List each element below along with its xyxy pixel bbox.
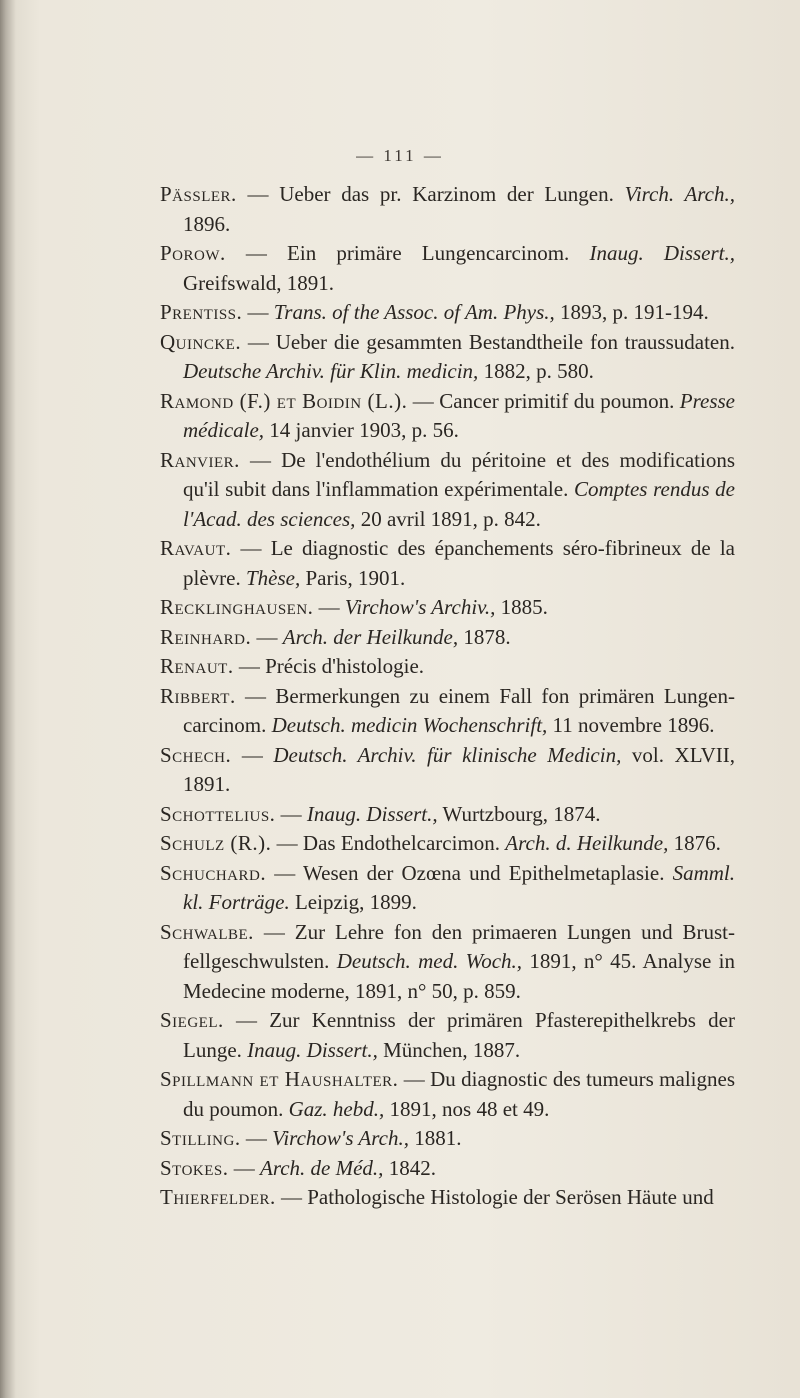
entry-details: Greifswald, 1891. bbox=[183, 270, 335, 295]
entry-author: Recklinghausen. bbox=[160, 595, 314, 619]
entry-source: Virch. Arch., bbox=[624, 182, 736, 206]
entry-text: — bbox=[313, 595, 345, 619]
bibliography-entry bbox=[160, 446, 735, 535]
bibliography-entry bbox=[160, 652, 735, 682]
bibliography-entry bbox=[160, 859, 735, 918]
entry-text: — Ein primäre Lungencarcinom. bbox=[225, 241, 590, 265]
entry-details: 1882, p. 580. bbox=[478, 359, 594, 383]
entry-author: Schech. bbox=[160, 742, 232, 767]
entry-text: — Le diagnostic des épanchements séro-fibrineux de la plèvre. bbox=[183, 536, 735, 590]
entry-author: Renaut. bbox=[160, 654, 234, 678]
entry-author: Ranvier. bbox=[160, 447, 240, 472]
entry-source: Comptes rendus de l'Acad. des sciences, bbox=[183, 477, 735, 531]
entry-text: — Ueber das pr. Karzinom der Lungen. bbox=[236, 182, 625, 206]
entry-source: Deutsch. Archiv. für klinische Medicin, bbox=[273, 742, 622, 767]
entry-text: — De l'endothélium du péritoine et des modifications qu'il subit dans l'inflammation expérimentale. bbox=[183, 447, 735, 501]
entry-source: Virchow's Arch., bbox=[272, 1126, 409, 1150]
entry-author: Ramond (F.) et Boidin (L.). bbox=[160, 388, 408, 413]
entry-source: Inaug. Dissert., bbox=[589, 241, 736, 265]
entry-text: — Du diagnostic des tumeurs malignes du poumon. bbox=[183, 1067, 735, 1121]
entry-author: Stokes. bbox=[160, 1155, 229, 1180]
entry-source: Inaug. Dissert., bbox=[247, 1037, 378, 1062]
entry-text: — Précis d'histologie. bbox=[233, 654, 425, 678]
entry-author: Quincke. bbox=[160, 329, 242, 354]
entry-details: 1896. bbox=[183, 211, 231, 236]
entry-text: — bbox=[231, 742, 274, 767]
entry-author: Ribbert. bbox=[160, 683, 236, 708]
entry-source: Inaug. Dissert., bbox=[306, 801, 438, 826]
entry-details: 1885. bbox=[495, 595, 548, 619]
bibliography-entry bbox=[160, 1154, 735, 1184]
entry-text: — Cancer primitif du poumon. bbox=[407, 388, 680, 413]
entry-details: 14 janvier 1903, p. 56. bbox=[264, 418, 459, 442]
bibliography-entry bbox=[160, 1183, 735, 1213]
entry-details: Leipzig, 1899. bbox=[289, 890, 417, 914]
entry-source: Presse médicale, bbox=[183, 388, 735, 442]
entry-details: 1881. bbox=[408, 1126, 462, 1150]
entry-source: Gaz. hebd., bbox=[288, 1096, 385, 1121]
entry-text: — Pathologische Histologie der Serösen Häute und bbox=[275, 1185, 714, 1209]
bibliography-entry bbox=[160, 328, 735, 387]
entry-text: — bbox=[228, 1155, 260, 1180]
entry-text: — Zur Kenntniss der primären Pfasterepithelkrebs der Lunge. bbox=[183, 1008, 735, 1062]
entry-text: — Das Endothelcarcimon. bbox=[271, 831, 506, 855]
entry-details: 1876. bbox=[668, 831, 721, 855]
entry-text: — Wesen der Ozœna und Epithelmetaplasie. bbox=[266, 860, 673, 885]
entry-details: Wurtzbourg, 1874. bbox=[437, 801, 601, 826]
bibliography-entry bbox=[160, 387, 735, 446]
entry-text: — bbox=[275, 801, 307, 826]
entry-details: 1891, n° 45. Analyse in Medecine moderne, 1891, n° 50, p. 859. bbox=[183, 949, 736, 1003]
bibliography-entry bbox=[160, 1006, 735, 1065]
bibliography-entry bbox=[160, 298, 735, 328]
entry-source: Virchow's Archiv., bbox=[344, 595, 496, 619]
bibliography-entry bbox=[160, 918, 735, 1007]
entry-text: — Ueber die gesammten Bestandtheile fon traussudaten. bbox=[241, 329, 735, 354]
bibliography-entry bbox=[160, 180, 735, 239]
entry-source: Arch. d. Heilkunde, bbox=[505, 831, 669, 855]
entry-text: — bbox=[240, 1126, 273, 1150]
entry-source: Deutsch. medicin Wochenschrift, bbox=[271, 713, 548, 737]
entry-source: Samml. kl. Forträge. bbox=[183, 860, 735, 914]
bibliography-entry bbox=[160, 829, 735, 859]
bibliography-entry bbox=[160, 682, 735, 741]
entry-text: — bbox=[242, 300, 274, 324]
entry-details: 1893, p. 191-194. bbox=[554, 300, 709, 324]
entry-source: Thèse, bbox=[245, 565, 301, 590]
entry-source: Deutsch. med. Woch., bbox=[336, 949, 523, 973]
bibliography-entry bbox=[160, 1065, 735, 1124]
entry-source: Deutsche Archiv. für Klin. medicin, bbox=[183, 359, 479, 383]
entry-details: 11 novembre 1896. bbox=[547, 713, 715, 737]
entry-details: München, 1887. bbox=[377, 1037, 521, 1062]
entry-details: vol. XLVII, 1891. bbox=[183, 742, 735, 796]
entry-text: — Bermerkungen zu einem Fall fon primären Lungen-carcinom. bbox=[183, 683, 735, 737]
entry-details: Paris, 1901. bbox=[300, 565, 406, 590]
entry-details: 1878. bbox=[458, 624, 511, 649]
entry-source: Arch. der Heilkunde, bbox=[282, 624, 459, 649]
bibliography-entry bbox=[160, 1124, 735, 1154]
entry-author: Prentiss. bbox=[160, 300, 243, 324]
entry-author: Schulz (R.). bbox=[160, 831, 272, 855]
entry-author: Porow. bbox=[160, 241, 226, 265]
entry-author: Schwalbe. bbox=[160, 919, 254, 944]
entry-author: Pässler. bbox=[160, 182, 237, 206]
page-number: — 111 — bbox=[356, 146, 444, 165]
entry-author: Schottelius. bbox=[160, 801, 276, 826]
entry-text: — bbox=[251, 624, 283, 649]
bibliography-entry bbox=[160, 741, 735, 800]
bibliography-list bbox=[160, 180, 735, 1213]
entry-details: 1842. bbox=[383, 1155, 436, 1180]
entry-source: Arch. de Méd., bbox=[260, 1155, 384, 1180]
entry-author: Siegel. bbox=[160, 1008, 224, 1032]
entry-author: Reinhard. bbox=[160, 624, 252, 649]
bibliography-entry bbox=[160, 534, 735, 593]
entry-details: 1891, nos 48 et 49. bbox=[384, 1096, 550, 1121]
bibliography-entry bbox=[160, 800, 735, 830]
entry-author: Stilling. bbox=[160, 1126, 241, 1150]
entry-source: Trans. of the Assoc. of Am. Phys., bbox=[273, 300, 555, 324]
entry-text: — Zur Lehre fon den primaeren Lungen und Brust-fellgeschwulsten. bbox=[183, 919, 735, 973]
entry-author: Schuchard. bbox=[160, 860, 267, 885]
entry-details: 20 avril 1891, p. 842. bbox=[355, 506, 541, 531]
entry-author: Thierfelder. bbox=[160, 1185, 276, 1209]
entry-author: Spillmann et Haushalter. bbox=[160, 1067, 399, 1091]
bibliography-entry bbox=[160, 239, 735, 298]
bibliography-entry bbox=[160, 623, 735, 653]
entry-author: Ravaut. bbox=[160, 536, 232, 560]
bibliography-entry bbox=[160, 593, 735, 623]
